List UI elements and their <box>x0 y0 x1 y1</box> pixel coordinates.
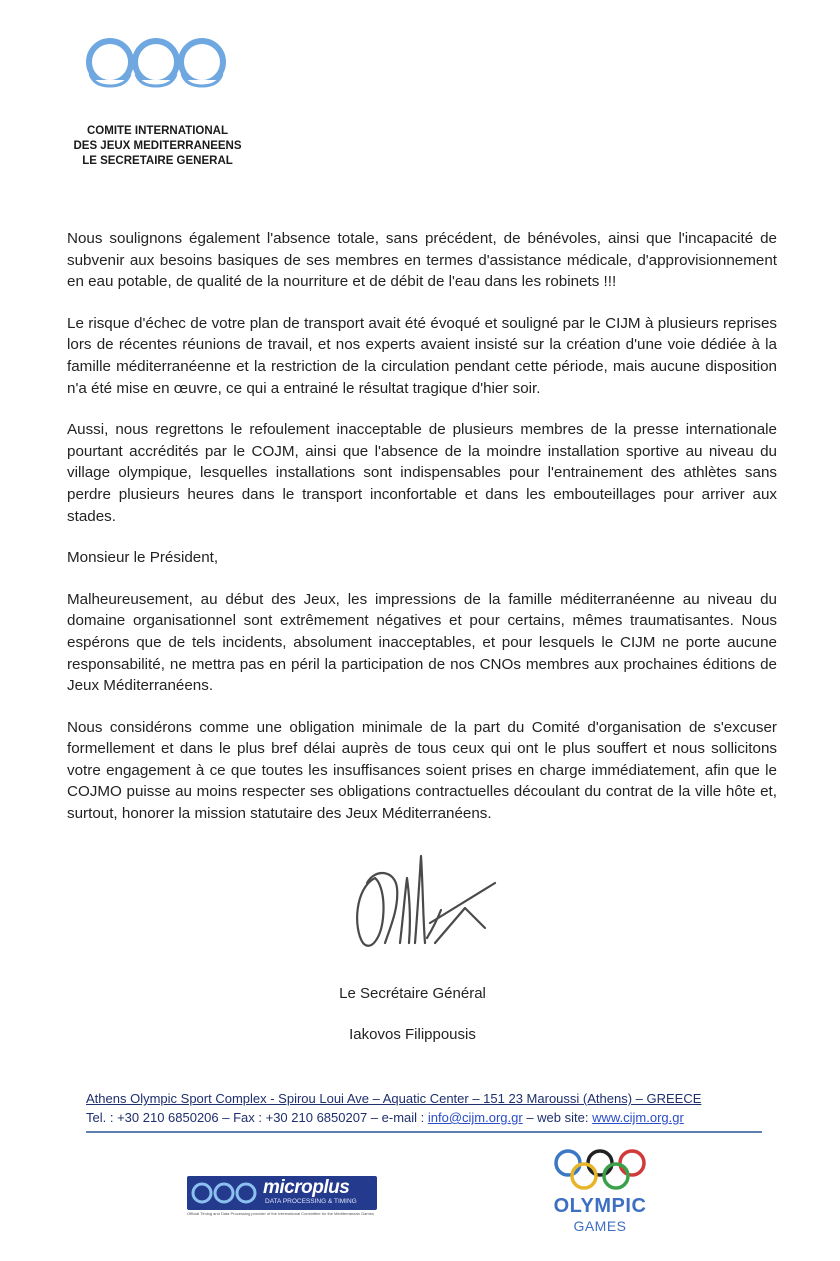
org-name-line: COMITE INTERNATIONAL <box>87 125 228 137</box>
sponsor-name: microplus <box>263 1177 350 1198</box>
microplus-banner <box>187 1176 377 1210</box>
tel-fax-text: Tel. : +30 210 6850206 – Fax : +30 210 6850207 – e-mail : <box>86 1110 428 1125</box>
paragraph: Aussi, nous regrettons le refoulement inacceptable de plusieurs membres de la presse internationale pourtant accrédités par le COJM, ainsi que l'absence de la moindre installation sportive au niveau du village olympique, lesquelles installations sont indispensables pour l'entrainement des athlètes sans perdre plusieurs heures dans le transport inconfortable et dans les embouteillages pour arriver aux stades. <box>67 421 777 525</box>
email-link[interactable]: info@cijm.org.gr <box>427 1110 523 1125</box>
sponsor-fine-print: Official Timing and Data Processing provider of the International Committee for the Mediterranean Games <box>187 1211 374 1216</box>
olympic-subtitle: GAMES <box>573 1218 627 1234</box>
footer-contact <box>86 1108 754 1127</box>
salutation: Monsieur le Président, <box>67 549 219 567</box>
organization-header <box>70 124 245 169</box>
org-role-line: LE SECRETAIRE GENERAL <box>82 155 233 167</box>
paragraph: Nous soulignons également l'absence totale, sans précédent, de bénévoles, ainsi que l'incapacité de subvenir aux besoins basiques de ses membres en termes d'assistance médicale, d'approvisionnement en eau potable, de qualité de la nourriture et de débit de l'eau dans les robinets !!! <box>67 230 777 291</box>
olympic-rings-icon <box>552 1148 648 1192</box>
three-rings-logo-icon <box>84 36 229 94</box>
signatory-name: Iakovos Filippousis <box>349 1026 476 1043</box>
letterhead-footer <box>86 1089 754 1127</box>
paragraph: Le risque d'échec de votre plan de transport avait été évoqué et souligné par le CIJM à plusieurs reprises lors de récentes réunions de travail, et nos experts avaient insisté sur la création d'une voie dédiée à la famille méditerranéenne et la restriction de la circulation pendant cette période, mais aucune disposition n'a été mise en œuvre, ce qui a entrainé le résultat tragique d'hier soir. <box>67 314 777 397</box>
web-label: – web site: <box>522 1110 593 1125</box>
footer-divider <box>86 1131 762 1133</box>
signatory-title: Le Secrétaire Général <box>339 985 486 1002</box>
website-link[interactable]: www.cijm.org.gr <box>592 1110 684 1125</box>
sponsor-tagline: DATA PROCESSING & TIMING <box>265 1198 357 1205</box>
handwritten-signature <box>345 848 505 958</box>
paragraph: Nous considérons comme une obligation minimale de la part du Comité d'organisation de s'excuser formellement et dans le plus bref délai auprès de tous ceux qui ont le plus souffert et nous sollicitons votre engagement à ce que toutes les insuffisances soient prises en charge immédiatement, afin que le COJMO puisse au moins respecter ses obligations contractuelles découlant du contrat de la ville hôte et, surtout, honorer la mission statutaire des Jeux Méditerranéens. <box>67 718 777 823</box>
sponsor-rings-icon <box>190 1179 258 1207</box>
org-name-line: DES JEUX MEDITERRANEENS <box>73 140 242 152</box>
footer-address: Athens Olympic Sport Complex - Spirou Loui Ave – Aquatic Center – 151 23 Maroussi (Athens) – GREECE <box>86 1091 702 1106</box>
letter-body <box>67 228 777 845</box>
paragraph: Malheureusement, au début des Jeux, les impressions de la famille méditerranéenne au niveau du domaine organisationnel sont extrêmement négatives et pour certains, mêmes traumatisantes. Nous espérons que de tels incidents, absolument inacceptables, et pour lesquels le CIJM ne porte aucune responsabilité, ne mettra pas en péril la participation de nos CNOs membres aux prochaines éditions de Jeux Méditerranéens. <box>67 590 777 695</box>
olympic-title: OLYMPIC <box>553 1195 647 1217</box>
microplus-sponsor-logo <box>187 1176 377 1216</box>
